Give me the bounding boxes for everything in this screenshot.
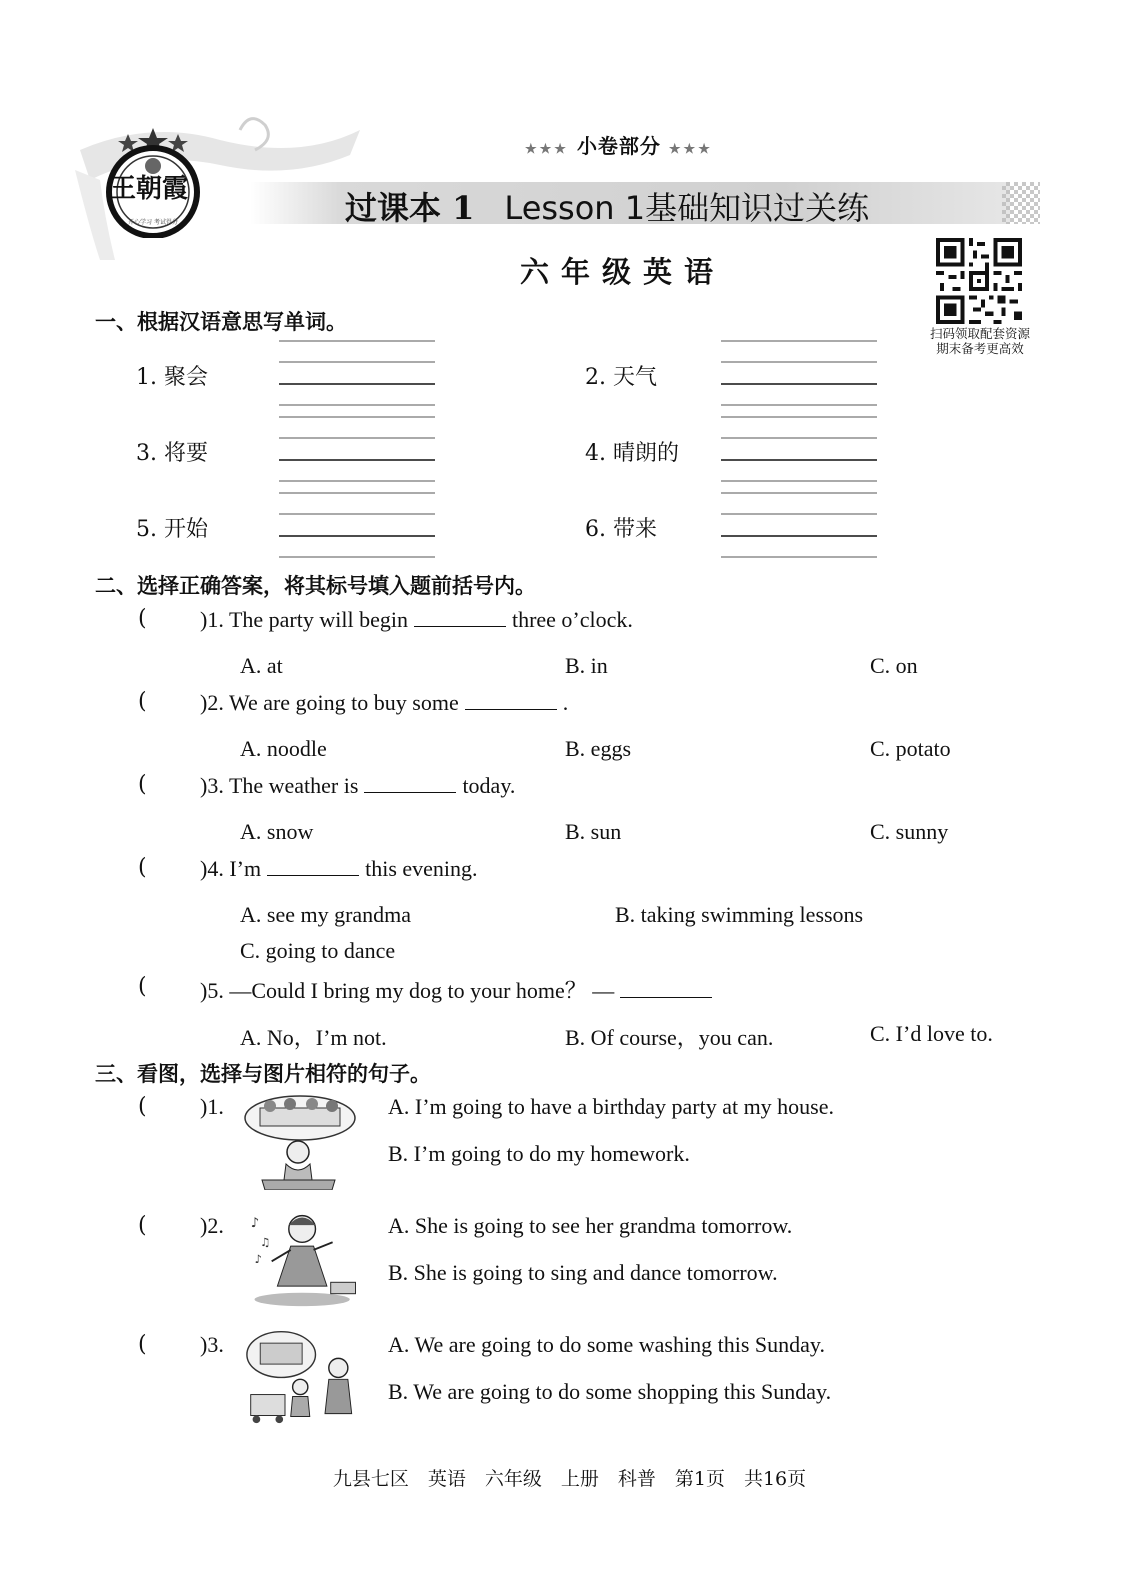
page-title (345, 183, 869, 229)
brand-name: 王朝霞 (110, 174, 189, 204)
svg-text:♪: ♪ (250, 1216, 260, 1232)
fill-blank[interactable] (364, 772, 456, 793)
mc-question-3 (200, 772, 515, 799)
answer-bracket-open[interactable]: ( (138, 974, 147, 999)
vocab-item-4: 4. 晴朗的 (585, 441, 679, 466)
section-1-title: 一、根据汉语意思写单词。 (95, 309, 347, 334)
vocab-item-6: 6. 带来 (585, 517, 657, 542)
section-label (525, 130, 713, 159)
title-part-2: Lesson 1基础知识过关练 (504, 189, 870, 227)
answer-bracket-open[interactable]: ( (138, 772, 147, 797)
option-c: C. going to dance (240, 938, 396, 963)
vocab-item-5: 5. 开始 (136, 517, 208, 542)
mc-question-5 (200, 974, 718, 1005)
picture-option-a: A. We are going to do some washing this Sunday. (388, 1332, 825, 1357)
svg-text:开心学习 考试得分: 开心学习 考试得分 (128, 219, 178, 226)
checker-decoration (1002, 182, 1040, 224)
fill-blank[interactable] (267, 855, 359, 876)
page-footer: 九县七区 英语 六年级 上册 科普 第1页 共16页 (332, 1468, 807, 1490)
mc-question-4 (200, 855, 478, 882)
svg-text:♪: ♪ (254, 1252, 262, 1267)
singing-girl-illustration (240, 1208, 370, 1308)
svg-text:♫: ♫ (260, 1235, 271, 1250)
qr-caption-line-2: 期末备考更高效 (936, 341, 1024, 356)
picture-option-b: B. She is going to sing and dance tomorrow. (388, 1260, 778, 1285)
answer-bracket-open[interactable]: ( (138, 1094, 147, 1119)
option-a: A. see my grandma (240, 902, 412, 927)
answer-bracket-open[interactable]: ( (138, 606, 147, 631)
answer-bracket-open[interactable]: ( (138, 1213, 147, 1238)
question-text-after: . (562, 690, 569, 715)
answer-bracket-open[interactable]: ( (138, 855, 147, 880)
qr-code-icon[interactable] (936, 238, 1022, 324)
option-a: A. noodle (240, 736, 327, 761)
option-b: B. in (565, 653, 608, 678)
section-2-title: 二、选择正确答案，将其标号填入题前括号内。 (95, 573, 536, 598)
question-number: )2. (200, 690, 224, 715)
picture-option-b: B. We are going to do some shopping this Sunday. (388, 1379, 832, 1404)
option-b: B. Of course，you can. (565, 1025, 774, 1050)
fill-blank[interactable] (414, 606, 506, 627)
birthday-party-illustration (240, 1090, 370, 1190)
question-number: )3. (200, 773, 224, 798)
section-3-title: 三、看图，选择与图片相符的句子。 (95, 1061, 431, 1086)
stars-right: ★★★ (668, 142, 713, 157)
option-b: B. eggs (565, 736, 631, 761)
answer-bracket-open[interactable]: ( (138, 1332, 147, 1357)
question-text-before: The weather is (228, 773, 359, 798)
mc-question-2 (200, 689, 568, 716)
question-text-before: —Could I bring my dog to your home？ — (229, 978, 615, 1003)
shopping-family-illustration (240, 1326, 370, 1426)
question-number: )4. (200, 856, 224, 881)
option-c: C. potato (870, 736, 951, 761)
picture-question-number: )2. (200, 1213, 224, 1238)
option-a: A. at (240, 653, 283, 678)
question-text-before: I’m (229, 856, 262, 881)
answer-bracket-open[interactable]: ( (138, 689, 147, 714)
question-text-before: We are going to buy some (228, 690, 459, 715)
fill-blank[interactable] (465, 689, 557, 710)
picture-option-a: A. I’m going to have a birthday party at my house. (388, 1094, 835, 1119)
title-part-1: 过课本 1 (345, 189, 475, 227)
writing-lines-left[interactable] (279, 340, 435, 560)
picture-question-number: )3. (200, 1332, 224, 1357)
mc-question-1 (200, 606, 633, 633)
fill-blank[interactable] (620, 977, 712, 998)
question-number: )1. (200, 607, 224, 632)
picture-option-b: B. I’m going to do my homework. (388, 1141, 690, 1166)
option-b: B. taking swimming lessons (615, 902, 864, 927)
option-c: C. I’d love to. (870, 1021, 993, 1046)
vocab-item-1: 1. 聚会 (136, 365, 208, 390)
option-a: A. snow (240, 819, 314, 844)
vocab-item-3: 3. 将要 (136, 441, 208, 466)
question-text-after: this evening. (365, 856, 478, 881)
stars-left: ★★★ (525, 142, 569, 157)
vocab-item-2: 2. 天气 (585, 365, 657, 390)
qr-caption-line-1: 扫码领取配套资源 (929, 326, 1030, 341)
question-text-before: The party will begin (228, 607, 408, 632)
subtitle-text: 小卷部分 (576, 134, 661, 158)
grade-heading: 六年级英语 (520, 255, 726, 289)
question-number: )5. (200, 978, 224, 1003)
picture-question-number: )1. (200, 1094, 224, 1119)
qr-caption (918, 326, 1042, 356)
writing-lines-right[interactable] (721, 340, 877, 560)
question-text-after: three o’clock. (511, 607, 633, 632)
question-text-after: today. (462, 773, 516, 798)
option-c: C. sunny (870, 819, 949, 844)
option-a: A. No，I’m not. (240, 1025, 387, 1050)
option-b: B. sun (565, 819, 622, 844)
picture-option-a: A. She is going to see her grandma tomorrow. (388, 1213, 793, 1238)
option-c: C. on (870, 653, 918, 678)
